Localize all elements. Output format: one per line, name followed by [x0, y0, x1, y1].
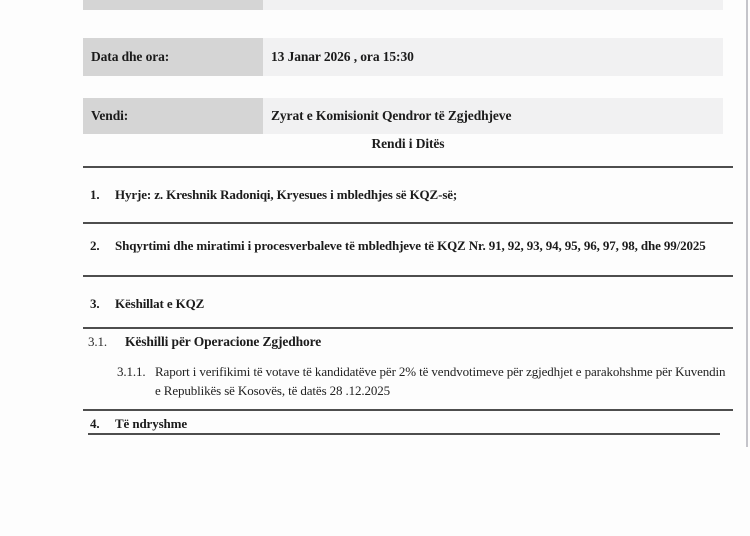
agenda-item-text: Raport i verifikimi të votave të kandidatëve për 2% të vendvotimeve për zgjedhjet e parakohshme për Kuvendin e Republikës së Kosovës, të datës 28 .12.2025 — [155, 364, 726, 398]
separator-line — [83, 166, 733, 168]
page-edge-line — [746, 0, 748, 447]
date-time-value-text: 13 Janar 2026 , ora 15:30 — [271, 49, 414, 64]
agenda-item-3-1-1 — [117, 362, 733, 400]
agenda-item-number: 4. — [90, 416, 100, 431]
separator-line — [83, 275, 733, 277]
date-time-value — [263, 38, 723, 76]
agenda-item-3-1 — [88, 333, 733, 352]
agenda-item-1 — [90, 186, 733, 205]
agenda-item-2 — [90, 237, 733, 256]
venue-label — [83, 98, 263, 134]
agenda-item-text: Hyrje: z. Kreshnik Radoniqi, Kryesues i mbledhjes së KQZ-së; — [115, 187, 458, 202]
top-partial-row-label-cell — [83, 0, 263, 10]
separator-line — [83, 222, 733, 224]
agenda-item-text: Këshillat e KQZ — [115, 296, 205, 311]
agenda-item-number: 1. — [90, 187, 100, 202]
date-time-label-text: Data dhe ora: — [91, 49, 170, 64]
agenda-item-number: 3.1.1. — [117, 364, 146, 379]
agenda-item-number: 3. — [90, 296, 100, 311]
venue-value — [263, 98, 723, 134]
separator-line — [83, 409, 733, 411]
agenda-item-text: Të ndryshme — [115, 416, 187, 431]
agenda-item-4 — [90, 415, 733, 434]
separator-line — [83, 327, 733, 329]
agenda-item-number: 2. — [90, 238, 100, 253]
venue-value-text: Zyrat e Komisionit Qendror të Zgjedhjeve — [271, 108, 512, 123]
agenda-item-number: 3.1. — [88, 334, 108, 349]
agenda-item-text: Këshilli për Operacione Zgjedhore — [125, 334, 322, 349]
agenda-item-3 — [90, 295, 733, 314]
top-partial-row-value-cell — [263, 0, 723, 10]
agenda-item-text: Shqyrtimi dhe miratimi i procesverbaleve të mbledhjeve të KQZ Nr. 91, 92, 93, 94, 95, 96, 97, 98, dhe 99/2025 — [115, 238, 706, 253]
date-time-label — [83, 38, 263, 76]
agenda-title: Rendi i Ditës — [371, 136, 445, 151]
venue-label-text: Vendi: — [91, 108, 129, 123]
